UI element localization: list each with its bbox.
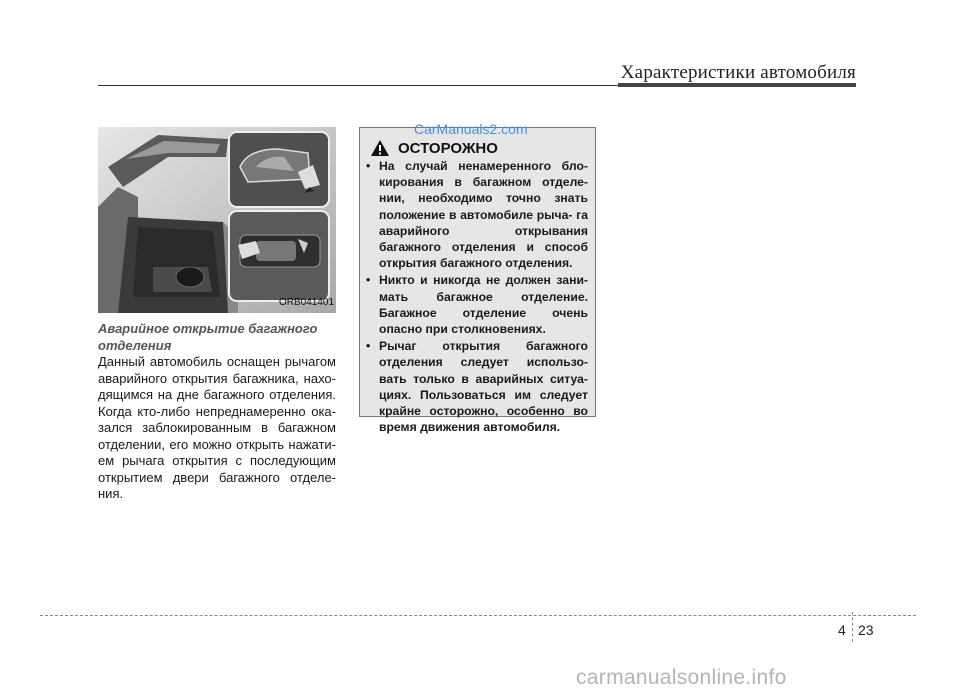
- page-number: 23: [858, 622, 874, 638]
- bullet-icon: •: [366, 273, 371, 288]
- warning-item-text: Никто и никогда не должен зани- мать багажное отделение. Багажное отделение очень опасно при столкновениях.: [379, 273, 588, 337]
- bullet-icon: •: [366, 159, 371, 173]
- warning-item-text: На случай ненамеренного бло- кирования в багажном отделе- нии, необходимо точно знать положение в автомобиле рыча- га аварийного открывания багажного отделения и способ открытия багажного отделения.: [379, 159, 588, 271]
- section-subheading: Аварийное открытие багажного отделения: [98, 321, 318, 353]
- bullet-icon: •: [366, 339, 371, 354]
- header-rule-accent: [618, 83, 856, 87]
- warning-item: [366, 272, 588, 337]
- trunk-illustration: [98, 127, 336, 313]
- running-header: Характеристики автомобиля: [620, 62, 856, 83]
- chapter-number: 4: [838, 622, 846, 638]
- warning-item: [366, 338, 588, 435]
- warning-title: ОСТОРОЖНО: [398, 139, 498, 157]
- warning-list: [366, 158, 588, 436]
- figure-caption: ORB041401: [279, 297, 335, 308]
- trunk-photo: [98, 127, 336, 313]
- warning-heading: [370, 139, 498, 157]
- section-body: Данный автомобиль оснащен рычагом аварийного открытия багажника, нахо- дящимся на дне багажного отделения. Когда кто-либо непреднамеренно ока- зался заблокированным в багажном отделении, его можно открыть нажати- ем рычага открытия с последующим открытием двери багажного отделе- ния.: [98, 354, 336, 501]
- footer-rule: [40, 615, 916, 616]
- footer-watermark: carmanualsonline.info: [576, 666, 787, 689]
- warning-item-text: Рычаг открытия багажного отделения следует использо- вать только в аварийных ситуа- циях. Пользоваться им следует крайне осторожно, особенно во время движения автомобиля.: [379, 339, 588, 435]
- warning-item: [366, 158, 588, 271]
- page-number-separator: [852, 612, 854, 642]
- warning-triangle-icon: [370, 139, 390, 157]
- header-rule: [98, 85, 618, 86]
- watermark-text: CarManuals2.com: [414, 121, 528, 137]
